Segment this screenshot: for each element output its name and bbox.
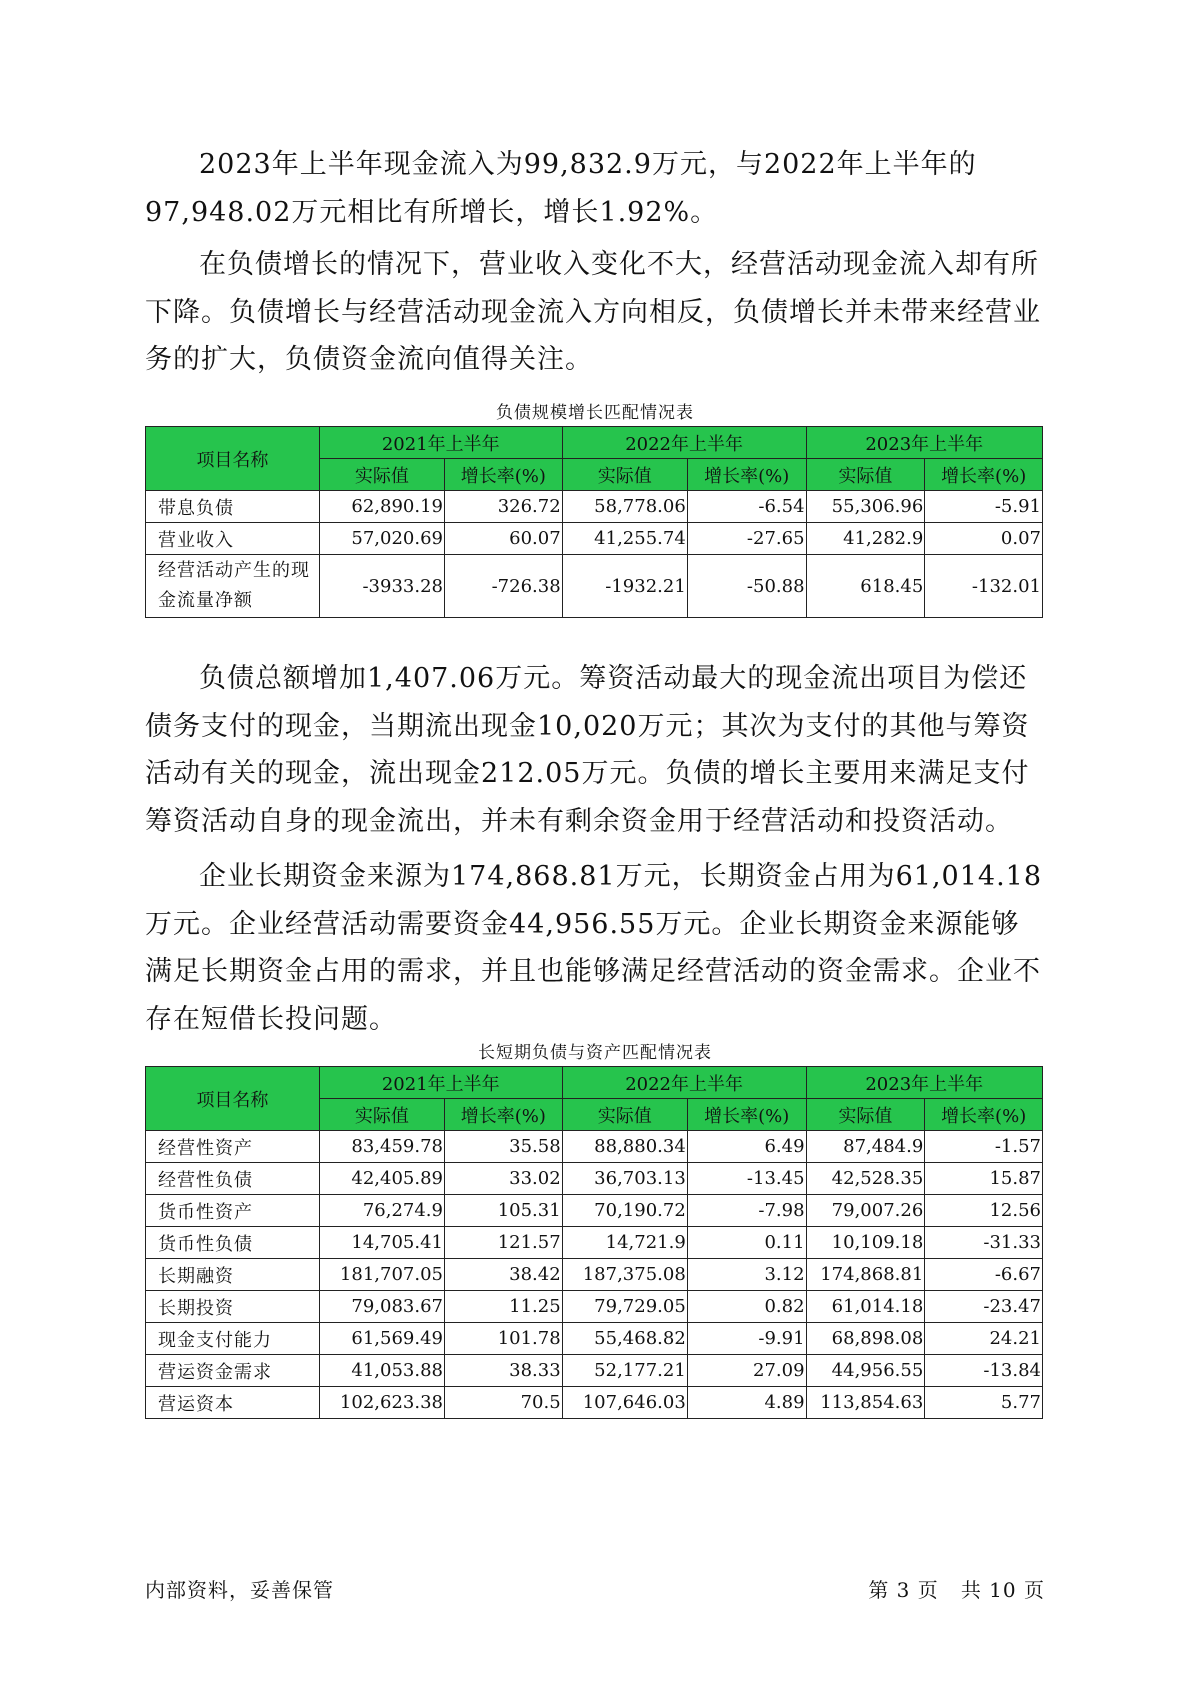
header-growth: 增长率(%) [687,1099,806,1131]
footer-page-number: 第 3 页 共 10 页 [868,1578,1045,1602]
cell-value: -5.91 [925,491,1043,523]
table-row [146,1227,1043,1259]
paragraph-debt-growth: 在负债增长的情况下，营业收入变化不大，经营活动现金流入却有所下降。负债增长与经营活动现金流入方向相反，负债增长并未带来经营业务的扩大，负债资金流向值得关注。 [145,249,1041,375]
table1-caption: 负债规模增长匹配情况表 [496,403,694,423]
cell-value: 88,880.34 [562,1131,687,1163]
row-label: 货币性负债 [146,1227,320,1259]
cell-value: 35.58 [444,1131,562,1163]
row-label: 经营性资产 [146,1131,320,1163]
cell-value: 105.31 [444,1195,562,1227]
cell-value: 57,020.69 [319,523,444,555]
table-row [146,1323,1043,1355]
cell-value: 5.77 [925,1387,1043,1419]
cell-value: 101.78 [444,1323,562,1355]
cell-value: 60.07 [444,523,562,555]
cell-value: 76,274.9 [319,1195,444,1227]
cell-value: -13.45 [687,1163,806,1195]
row-label: 带息负债 [146,491,320,523]
table-row [146,1291,1043,1323]
cell-value: -1932.21 [562,555,687,618]
cell-value: 4.89 [687,1387,806,1419]
cell-value: 38.42 [444,1259,562,1291]
table-row [146,1163,1043,1195]
cell-value: -50.88 [687,555,806,618]
header-year-2022: 2022年上半年 [562,1067,806,1099]
cell-value: 79,007.26 [806,1195,925,1227]
cell-value: 187,375.08 [562,1259,687,1291]
header-year-2023: 2023年上半年 [806,427,1042,459]
header-year-2021: 2021年上半年 [319,427,562,459]
debt-scale-table [145,426,1043,618]
paragraph-cash-inflow: 2023年上半年现金流入为99,832.9万元，与2022年上半年的97,948.02万元相比有所增长，增长1.92%。 [145,149,977,228]
cell-value: 3.12 [687,1259,806,1291]
cell-value: -726.38 [444,555,562,618]
table-header-row [146,1067,1043,1099]
cell-value: 79,083.67 [319,1291,444,1323]
cell-value: 113,854.63 [806,1387,925,1419]
cell-value: 27.09 [687,1355,806,1387]
header-growth: 增长率(%) [925,459,1043,491]
cell-value: 52,177.21 [562,1355,687,1387]
row-label: 经营活动产生的现金流量净额 [146,555,320,618]
header-item-name: 项目名称 [146,427,320,491]
header-growth: 增长率(%) [444,459,562,491]
cell-value: 87,484.9 [806,1131,925,1163]
cell-value: -13.84 [925,1355,1043,1387]
cell-value: 0.11 [687,1227,806,1259]
cell-value: 14,721.9 [562,1227,687,1259]
header-growth: 增长率(%) [444,1099,562,1131]
row-label: 营运资本 [146,1387,320,1419]
table-row [146,1259,1043,1291]
header-year-2022: 2022年上半年 [562,427,806,459]
row-label: 货币性资产 [146,1195,320,1227]
cell-value: 33.02 [444,1163,562,1195]
table-row [146,491,1043,523]
cell-value: 181,707.05 [319,1259,444,1291]
row-label: 营运资金需求 [146,1355,320,1387]
row-label: 长期融资 [146,1259,320,1291]
row-label: 经营性负债 [146,1163,320,1195]
cell-value: 58,778.06 [562,491,687,523]
header-actual: 实际值 [562,459,687,491]
header-actual: 实际值 [562,1099,687,1131]
row-label: 长期投资 [146,1291,320,1323]
cell-value: 24.21 [925,1323,1043,1355]
table-row [146,1355,1043,1387]
cell-value: 79,729.05 [562,1291,687,1323]
cell-value: 62,890.19 [319,491,444,523]
cell-value: 618.45 [806,555,925,618]
cell-value: 107,646.03 [562,1387,687,1419]
cell-value: -1.57 [925,1131,1043,1163]
cell-value: 44,956.55 [806,1355,925,1387]
cell-value: 121.57 [444,1227,562,1259]
cell-value: 41,053.88 [319,1355,444,1387]
header-actual: 实际值 [319,1099,444,1131]
cell-value: 42,528.35 [806,1163,925,1195]
cell-value: 41,255.74 [562,523,687,555]
cell-value: -23.47 [925,1291,1043,1323]
cell-value: 42,405.89 [319,1163,444,1195]
cell-value: 61,569.49 [319,1323,444,1355]
cell-value: -6.67 [925,1259,1043,1291]
cell-value: 68,898.08 [806,1323,925,1355]
row-label: 现金支付能力 [146,1323,320,1355]
header-actual: 实际值 [806,1099,925,1131]
cell-value: -31.33 [925,1227,1043,1259]
asset-liability-table [145,1066,1043,1419]
table-row [146,523,1043,555]
table2-caption: 长短期负债与资产匹配情况表 [478,1043,712,1063]
cell-value: 41,282.9 [806,523,925,555]
cell-value: 12.56 [925,1195,1043,1227]
cell-value: 70.5 [444,1387,562,1419]
cell-value: 0.07 [925,523,1043,555]
cell-value: 102,623.38 [319,1387,444,1419]
header-growth: 增长率(%) [925,1099,1043,1131]
header-actual: 实际值 [806,459,925,491]
cell-value: 70,190.72 [562,1195,687,1227]
cell-value: 326.72 [444,491,562,523]
cell-value: 38.33 [444,1355,562,1387]
table-row [146,555,1043,618]
footer-confidential-note: 内部资料，妥善保管 [145,1578,334,1602]
header-growth: 增长率(%) [687,459,806,491]
cell-value: -27.65 [687,523,806,555]
cell-value: -132.01 [925,555,1043,618]
table-row [146,1387,1043,1419]
table-row [146,1195,1043,1227]
cell-value: 55,306.96 [806,491,925,523]
header-actual: 实际值 [319,459,444,491]
table-header-row [146,427,1043,459]
cell-value: 10,109.18 [806,1227,925,1259]
cell-value: 36,703.13 [562,1163,687,1195]
paragraph-financing: 负债总额增加1,407.06万元。筹资活动最大的现金流出项目为偿还债务支付的现金，当期流出现金10,020万元；其次为支付的其他与筹资活动有关的现金，流出现金212.05万元。负债的增长主要用来满足支付筹资活动自身的现金流出，并未有剩余资金用于经营活动和投资活动。 [145,663,1030,837]
cell-value: 0.82 [687,1291,806,1323]
cell-value: 174,868.81 [806,1259,925,1291]
cell-value: -3933.28 [319,555,444,618]
cell-value: 61,014.18 [806,1291,925,1323]
header-year-2021: 2021年上半年 [319,1067,562,1099]
paragraph-long-term-funds: 企业长期资金来源为174,868.81万元，长期资金占用为61,014.18万元。企业经营活动需要资金44,956.55万元。企业长期资金来源能够满足长期资金占用的需求，并且也能够满足经营活动的资金需求。企业不存在短借长投问题。 [145,861,1043,1035]
table-row [146,1131,1043,1163]
header-year-2023: 2023年上半年 [806,1067,1042,1099]
cell-value: 11.25 [444,1291,562,1323]
cell-value: 6.49 [687,1131,806,1163]
cell-value: 15.87 [925,1163,1043,1195]
cell-value: 14,705.41 [319,1227,444,1259]
cell-value: 83,459.78 [319,1131,444,1163]
row-label: 营业收入 [146,523,320,555]
cell-value: -9.91 [687,1323,806,1355]
cell-value: 55,468.82 [562,1323,687,1355]
cell-value: -7.98 [687,1195,806,1227]
header-item-name: 项目名称 [146,1067,320,1131]
cell-value: -6.54 [687,491,806,523]
